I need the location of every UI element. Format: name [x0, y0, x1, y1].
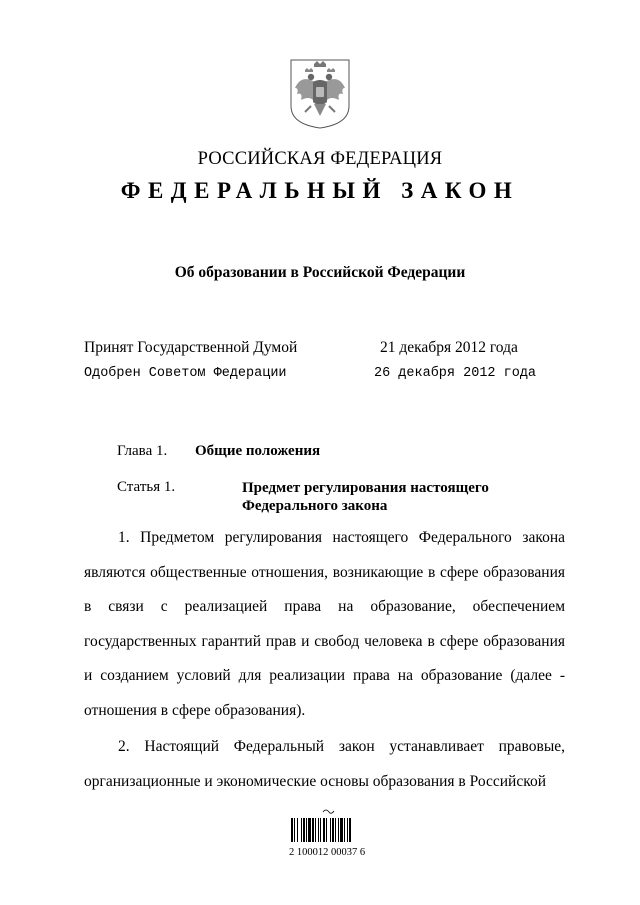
article-title: Предмет регулирования настоящего Федерального закона — [242, 480, 489, 514]
council-label: Одобрен Советом Федерации — [84, 366, 287, 381]
law-type-heading: ФЕДЕРАЛЬНЫЙ ЗАКОН — [120, 178, 520, 203]
law-title: Об образовании в Российской Федерации — [174, 264, 466, 281]
barcode — [287, 808, 367, 870]
paragraph: 2. Настоящий Федеральный закон устанавливает правовые, организационные и экономические основы образования в Российской — [84, 738, 565, 790]
chapter-label: Глава 1. — [117, 443, 168, 459]
council-date: 26 декабря 2012 года — [374, 366, 537, 381]
chapter-title: Общие положения — [195, 443, 321, 459]
article-label: Статья 1. — [117, 479, 176, 495]
duma-label: Принят Государственной Думой — [84, 339, 298, 356]
barcode-bars — [287, 808, 367, 842]
coat-of-arms-icon — [289, 58, 351, 130]
duma-date: 21 декабря 2012 года — [380, 339, 518, 356]
paragraph: 1. Предметом регулирования настоящего Федерального закона являются общественные отношения, возникающие в сфере образования в связи с реализацией права на образование, обеспечением государственных гарантий прав и свобод человека в сфере образования и созданием условий для реализации права на образование (далее - отношения в сфере образования). — [84, 529, 565, 719]
country-heading: РОССИЙСКАЯ ФЕДЕРАЦИЯ — [197, 149, 443, 169]
barcode-number: 2 100012 00037 6 — [288, 847, 366, 858]
